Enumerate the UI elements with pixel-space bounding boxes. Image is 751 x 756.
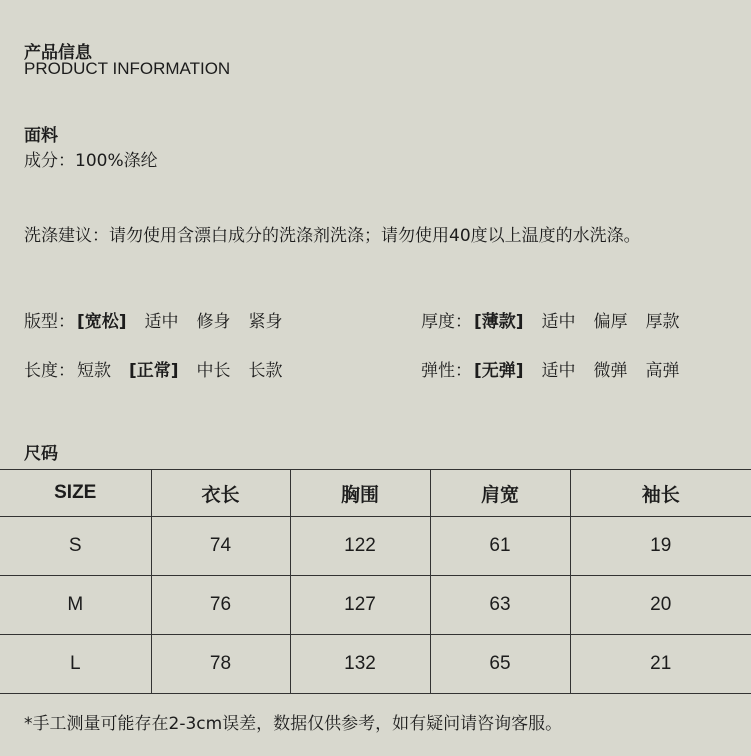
table-cell: 21 bbox=[570, 635, 751, 694]
size-chart-heading: 尺码 bbox=[24, 444, 58, 464]
attr-thickness-option: [薄款] bbox=[474, 312, 524, 332]
table-header-row bbox=[0, 470, 751, 517]
care-instructions: 洗涤建议：请勿使用含漂白成分的洗涤剂洗涤；请勿使用40度以上温度的水洗涤。 bbox=[24, 226, 641, 246]
column-header: 肩宽 bbox=[430, 470, 570, 517]
attr-length-label: 长度： bbox=[24, 361, 75, 381]
attr-fit-option: 适中 bbox=[144, 312, 179, 332]
table-cell: 20 bbox=[570, 576, 751, 635]
table-cell: 127 bbox=[290, 576, 430, 635]
attr-fit-option: 紧身 bbox=[248, 312, 283, 332]
attr-elasticity-option: 适中 bbox=[541, 361, 576, 381]
column-header: SIZE bbox=[0, 470, 151, 517]
column-header: 袖长 bbox=[570, 470, 751, 517]
page-title: 产品信息 bbox=[24, 43, 92, 63]
table-row bbox=[0, 517, 751, 576]
table-cell: 122 bbox=[290, 517, 430, 576]
column-header: 胸围 bbox=[290, 470, 430, 517]
attr-elasticity-option: [无弹] bbox=[474, 361, 524, 381]
size-table bbox=[0, 469, 751, 694]
attr-thickness-option: 偏厚 bbox=[593, 312, 628, 332]
attr-elasticity bbox=[421, 356, 698, 381]
attr-length-option: 短款 bbox=[77, 361, 111, 381]
column-header: 衣长 bbox=[151, 470, 290, 517]
table-cell: 132 bbox=[290, 635, 430, 694]
attr-length-option: [正常] bbox=[129, 361, 179, 381]
table-row bbox=[0, 576, 751, 635]
fabric-composition: 成分：100%涤纶 bbox=[24, 151, 158, 171]
page-subtitle: PRODUCT INFORMATION bbox=[24, 59, 231, 78]
attr-elasticity-option: 微弹 bbox=[593, 361, 628, 381]
attr-elasticity-label: 弹性： bbox=[421, 361, 472, 381]
table-cell: S bbox=[0, 517, 151, 576]
attr-thickness bbox=[421, 307, 698, 332]
table-cell: 61 bbox=[430, 517, 570, 576]
attr-length-option: 中长 bbox=[196, 361, 231, 381]
table-cell: 19 bbox=[570, 517, 751, 576]
attr-thickness-option: 适中 bbox=[541, 312, 576, 332]
table-cell: 78 bbox=[151, 635, 290, 694]
attr-thickness-label: 厚度： bbox=[421, 312, 472, 332]
table-row bbox=[0, 635, 751, 694]
table-cell: L bbox=[0, 635, 151, 694]
fabric-heading: 面料 bbox=[24, 126, 58, 146]
attr-length bbox=[24, 356, 301, 381]
table-cell: 74 bbox=[151, 517, 290, 576]
attr-length-option: 长款 bbox=[248, 361, 283, 381]
measurement-footnote: *手工测量可能存在2-3cm误差，数据仅供参考，如有疑问请咨询客服。 bbox=[24, 714, 563, 734]
table-cell: 76 bbox=[151, 576, 290, 635]
table-cell: 65 bbox=[430, 635, 570, 694]
table-cell: 63 bbox=[430, 576, 570, 635]
attr-fit bbox=[24, 307, 301, 332]
table-cell: M bbox=[0, 576, 151, 635]
attr-thickness-option: 厚款 bbox=[645, 312, 680, 332]
attr-fit-label: 版型： bbox=[24, 312, 75, 332]
attr-fit-option: [宽松] bbox=[77, 312, 127, 332]
attr-elasticity-option: 高弹 bbox=[645, 361, 680, 381]
attr-fit-option: 修身 bbox=[196, 312, 231, 332]
